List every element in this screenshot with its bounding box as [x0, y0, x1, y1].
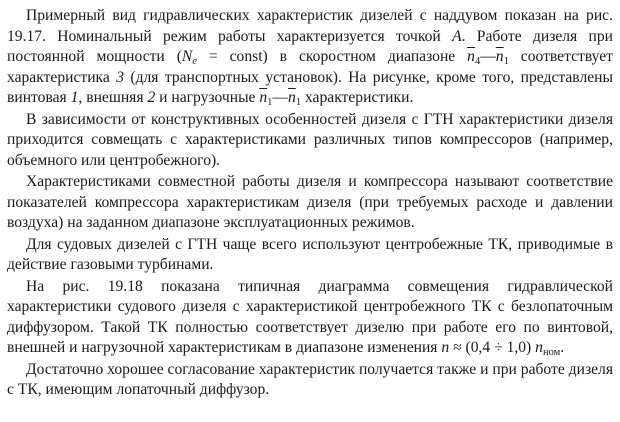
- text-run: 1: [503, 56, 509, 67]
- text-run: Характеристиками совместной работы дизеля и компрессора называют соответствие показателей компрессора характеристикам дизеля (при требуемых расходе и давлении воздуха) на заданном диапазоне эксплуатационных режимов.: [7, 173, 613, 231]
- text-run: n: [441, 339, 450, 356]
- text-run: 4: [474, 56, 481, 67]
- text-run: n: [535, 339, 543, 356]
- text-run: = const) в скоростном диапазоне: [196, 48, 468, 65]
- text-run: На рис. 19.18 показана типичная диаграмма совмещения гидравлической характеристики судового дизеля с характеристикой центробежного ТК с безлопаточным диффузором. Такой ТК полностью соответствует дизелю при работе его по винтовой, внешней и нагрузочной характеристикам в диапазоне изменения: [7, 277, 613, 356]
- text-run: , внешняя: [78, 89, 148, 106]
- text-run: ≈ (0,4 ÷ 1,0): [449, 339, 536, 356]
- text-run: (для транспортных установок). На рисунке, кроме того, представлены винтовая: [7, 68, 613, 106]
- text-run: и нагрузочные: [155, 89, 260, 106]
- text-run: 1: [267, 97, 273, 108]
- text-run: —: [272, 89, 289, 106]
- text-run: —: [480, 48, 496, 65]
- text-run: N: [181, 48, 193, 65]
- paragraph-1: [7, 6, 613, 109]
- text-run: 1: [295, 97, 302, 108]
- paragraph-3: [7, 172, 613, 234]
- text-run: e: [192, 56, 197, 67]
- paragraph-2: [7, 110, 613, 172]
- text-run: $\overline{n}$: [259, 89, 268, 106]
- text-run: $\overline{n}$: [495, 48, 504, 65]
- text-run: 3: [116, 68, 124, 86]
- text-run: характеристики.: [301, 89, 414, 106]
- text-run: Для судовых дизелей с ГТН чаще всего используют центробежные ТК, приводимые в действие газовыми турбинами.: [7, 235, 613, 273]
- text-run: В зависимости от конструктивных особенностей дизеля с ГТН характеристики дизеля приходится совмещать с характеристиками различных типов компрессоров (например, объемного или центробежного).: [7, 110, 613, 169]
- text-run: 2: [147, 89, 156, 106]
- text-run: Примерный вид гидравлических характеристик дизелей с наддувом показан на рис. 19.17. Номинальный режим работы характеризуется точкой: [7, 7, 613, 45]
- text-run: соответствует характеристика: [7, 48, 613, 86]
- text-run: 1: [70, 89, 79, 106]
- text-run: $\overline{n}$: [467, 48, 475, 65]
- paragraph-4: [7, 235, 613, 276]
- paragraph-6: [7, 360, 613, 401]
- text-run: Достаточно хорошее согласование характеристик получается также и при работе дизеля с ТК, имеющим лопаточный диффузор.: [7, 360, 613, 398]
- text-run: .: [560, 339, 565, 356]
- text-run: ном: [542, 347, 561, 358]
- text-run: $\overline{n}$: [288, 89, 296, 106]
- text-run: A: [452, 27, 462, 45]
- paragraph-5: [7, 277, 613, 359]
- text-run: . Работе дизеля при постоянной мощности (: [7, 27, 613, 65]
